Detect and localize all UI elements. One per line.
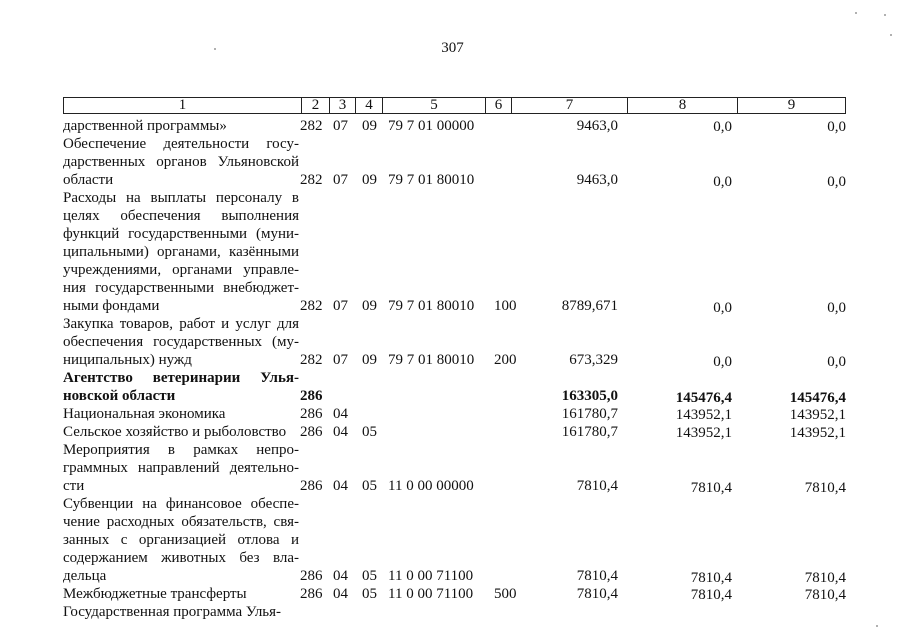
- header-cell: 2: [301, 98, 329, 113]
- header-cell: 8: [627, 98, 737, 113]
- cell-pr: 05: [362, 586, 377, 602]
- row-description-line: сти: [63, 478, 85, 494]
- cell-vr: 100: [494, 298, 517, 314]
- cell-year-9: 0,0: [827, 354, 846, 370]
- row-description-line: чение расходных обязательств, свя-: [63, 514, 299, 530]
- cell-year-9: 145476,4: [789, 390, 846, 406]
- cell-rz: 04: [333, 586, 348, 602]
- row-description-line: дарственной программы»: [63, 118, 227, 134]
- header-cell: 3: [329, 98, 355, 113]
- row-description-line: Сельское хозяйство и рыболовство: [63, 424, 287, 440]
- row-description-line: ниципальных) нужд: [63, 352, 192, 368]
- cell-gr: 282: [300, 298, 323, 314]
- scan-speck: [884, 14, 886, 16]
- row-description-line: области: [63, 172, 114, 188]
- cell-pr: 05: [362, 568, 377, 584]
- cell-cs: 79 7 01 80010: [388, 298, 475, 314]
- cell-year-9: 0,0: [827, 174, 846, 190]
- header-cell: 6: [485, 98, 511, 113]
- cell-pr: 05: [362, 424, 377, 440]
- cell-year-7: 9463,0: [576, 172, 618, 188]
- cell-cs: 79 7 01 00000: [388, 118, 475, 134]
- cell-cs: 11 0 00 71100: [388, 586, 474, 602]
- row-description-line: ными фондами: [63, 298, 160, 314]
- row-description-line: целях обеспечения выполнения: [63, 208, 299, 224]
- cell-year-9: 0,0: [827, 119, 846, 135]
- cell-gr: 286: [300, 478, 323, 494]
- row-description-line: новской области: [63, 388, 176, 404]
- header-cell: 4: [355, 98, 382, 113]
- cell-year-9: 7810,4: [804, 587, 846, 603]
- cell-year-8: 7810,4: [690, 587, 732, 603]
- row-description-line: Расходы на выплаты персоналу в: [63, 190, 299, 206]
- cell-year-9: 7810,4: [804, 570, 846, 586]
- cell-rz: 07: [333, 172, 348, 188]
- row-description-line: обеспечения государственных (му-: [63, 334, 299, 350]
- row-description-line: содержанием животных без вла-: [63, 550, 299, 566]
- cell-vr: 200: [494, 352, 517, 368]
- cell-pr: 05: [362, 478, 377, 494]
- cell-gr: 286: [300, 586, 323, 602]
- cell-gr: 282: [300, 352, 323, 368]
- cell-year-9: 143952,1: [789, 425, 846, 441]
- cell-year-8: 0,0: [713, 354, 732, 370]
- row-description-line: дарственных органов Ульяновской: [63, 154, 299, 170]
- cell-gr: 282: [300, 118, 323, 134]
- cell-cs: 79 7 01 80010: [388, 352, 475, 368]
- cell-year-8: 143952,1: [675, 425, 732, 441]
- cell-pr: 09: [362, 352, 377, 368]
- row-description-line: Национальная экономика: [63, 406, 226, 422]
- row-description-line: Обеспечение деятельности госу-: [63, 136, 299, 152]
- cell-year-7: 163305,0: [561, 388, 618, 404]
- cell-rz: 07: [333, 298, 348, 314]
- cell-cs: 11 0 00 00000: [388, 478, 474, 494]
- row-description-line: Государственная программа Улья-: [63, 604, 282, 620]
- cell-year-7: 9463,0: [576, 118, 618, 134]
- cell-pr: 09: [362, 118, 377, 134]
- cell-gr: 286: [300, 388, 323, 404]
- cell-year-8: 0,0: [713, 174, 732, 190]
- row-description-line: функций государственными (муни-: [63, 226, 299, 242]
- cell-year-7: 161780,7: [561, 424, 618, 440]
- cell-year-9: 7810,4: [804, 480, 846, 496]
- scan-speck: [855, 12, 857, 14]
- cell-rz: 04: [333, 406, 348, 422]
- row-description-line: Агентство ветеринарии Улья-: [63, 370, 299, 386]
- row-description-line: дельца: [63, 568, 107, 584]
- scan-speck: [214, 48, 216, 50]
- cell-rz: 07: [333, 118, 348, 134]
- cell-year-9: 143952,1: [789, 407, 846, 423]
- cell-year-7: 7810,4: [576, 586, 618, 602]
- cell-pr: 09: [362, 172, 377, 188]
- cell-gr: 286: [300, 406, 323, 422]
- row-description-line: ципальными) органами, казёнными: [63, 244, 299, 260]
- cell-year-8: 145476,4: [675, 390, 732, 406]
- header-cell: 9: [737, 98, 845, 113]
- header-cell: 5: [382, 98, 485, 113]
- cell-year-8: 7810,4: [690, 480, 732, 496]
- header-cell: 7: [511, 98, 627, 113]
- cell-rz: 04: [333, 478, 348, 494]
- scan-speck: [890, 34, 892, 36]
- row-description-line: Закупка товаров, работ и услуг для: [63, 316, 299, 332]
- row-description-line: Мероприятия в рамках непро-: [63, 442, 299, 458]
- cell-year-7: 7810,4: [576, 568, 618, 584]
- cell-rz: 04: [333, 424, 348, 440]
- row-description-line: занных с организацией отлова и: [63, 532, 299, 548]
- cell-rz: 04: [333, 568, 348, 584]
- cell-year-7: 161780,7: [561, 406, 618, 422]
- cell-cs: 79 7 01 80010: [388, 172, 475, 188]
- cell-vr: 500: [494, 586, 517, 602]
- header-cell: 1: [178, 97, 187, 113]
- cell-year-8: 0,0: [713, 119, 732, 135]
- cell-gr: 282: [300, 172, 323, 188]
- cell-gr: 286: [300, 568, 323, 584]
- cell-year-8: 7810,4: [690, 570, 732, 586]
- cell-rz: 07: [333, 352, 348, 368]
- page-number: 307: [441, 40, 464, 56]
- cell-year-9: 0,0: [827, 300, 846, 316]
- row-description-line: Субвенции на финансовое обеспе-: [63, 496, 299, 512]
- cell-year-8: 0,0: [713, 300, 732, 316]
- row-description-line: ния государственными внебюджет-: [63, 280, 299, 296]
- scan-speck: [876, 625, 878, 627]
- cell-gr: 286: [300, 424, 323, 440]
- cell-year-7: 8789,671: [561, 298, 618, 314]
- cell-year-7: 673,329: [569, 352, 618, 368]
- cell-year-7: 7810,4: [576, 478, 618, 494]
- row-description-line: учреждениями, органами управле-: [63, 262, 299, 278]
- row-description-line: граммных направлений деятельно-: [63, 460, 299, 476]
- cell-cs: 11 0 00 71100: [388, 568, 474, 584]
- row-description-line: Межбюджетные трансферты: [63, 586, 247, 602]
- cell-year-8: 143952,1: [675, 407, 732, 423]
- cell-pr: 09: [362, 298, 377, 314]
